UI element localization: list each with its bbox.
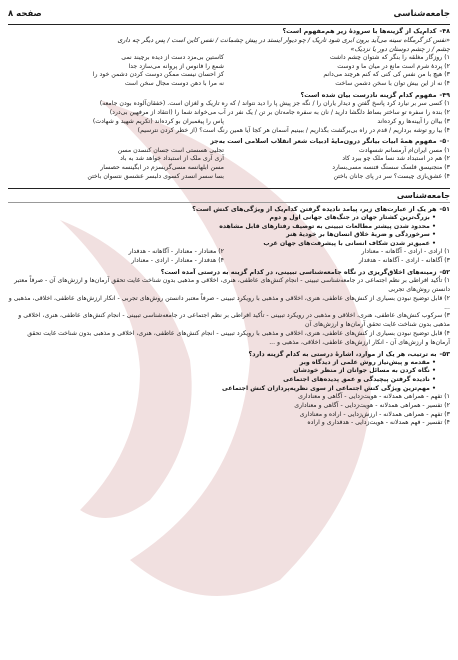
option-text: نه مرا با دهن دوست مجال سخن است — [124, 80, 224, 88]
question-number: ۵۰- — [439, 137, 450, 146]
option-text[interactable]: ۳) تفهم - همراهی همدلانه - ارزش‌زدایی - اراده و معناداری — [299, 410, 450, 418]
question-stem: زمینه‌های اخلاق‌گریزی در نگاه جامعه‌شناسی تبیینی، در کدام گزینه به درستی آمده است؟ — [160, 267, 437, 276]
option-text[interactable]: ۴) قابل توضیح نبودن بسیاری از کنش‌های عاطفی، هنری، اخلاقی و مذهبی با رویکرد تبیینی - انجام کنش‌های عاطفی، هنری، اخلاقی و مذهبی بدون شناخت غایت تحقق آرمان‌ها و ارزش‌های آن - انکار ارزش‌های عاطفی، اخلاقی، مذهبی و ... — [27, 329, 450, 346]
question-49 — [8, 91, 450, 135]
question-stem: به ترتیب، هر یک از موارد، اشارهٔ درستی به کدام گزینه دارد؟ — [248, 349, 437, 358]
statement-list — [8, 214, 436, 248]
option-text: شمع را فانوس از پروانه می‌سازد جدا — [128, 62, 224, 70]
option-text[interactable]: ۱) تأکید افراطی بر نظم اجتماعی در جامعه‌شناسی تبیینی - انجام کنش‌های عاطفی، هنری، اخلاقی و مذهبی بدون شناخت غایت تحقق آرمان‌ها و ارزش‌های آن - صرفاً معتبر دانستن روش‌های تجربی — [14, 277, 450, 293]
option-text[interactable]: ۲) تفسیر - همراهی همدلانه - هویت‌زدایی - آگاهی و معناداری — [294, 401, 450, 409]
statement: • نگاه کردن به مسائل جوانان از منظر خودشان — [8, 367, 436, 376]
statement: • سرخوردگی و ضربهٔ خلاق انسان‌ها بر خودیهٔ هنر — [8, 231, 436, 240]
option-text[interactable]: ۳) بیاان را آیینه‌ها رو کرده‌اند — [377, 117, 450, 125]
options — [8, 100, 450, 118]
question-50 — [8, 137, 450, 181]
statement: • نادیده گرفتن پیچیدگی و عمق پدیده‌های اجتماعی — [8, 376, 436, 385]
options — [8, 118, 450, 127]
option-text[interactable]: ۱) ارادی - ارادی - آگاهانه - معنادار — [361, 248, 450, 256]
option-text[interactable]: ۲) بنده را سفره تو ساختر بساط دلگشا دارید / نان به سفره جامه‌تان بر تن / یک نفر در آب می‌خواند شما را (انتقاد از مرفهین بی‌درد) — [109, 108, 450, 116]
question-53 — [8, 350, 450, 429]
quote-line: «نفس کز گرمگاه سینه می‌آید برون ابری شود تاریک / چو دیوار ایستد در پیش چشمانت / نفس کاین است / پس دیگر چه داری — [117, 36, 450, 45]
option-text[interactable]: ۱) کسی سر بر نیارد کرد پاسخ گفتن و دیدار یاران را / نگه جز پیش پا را دید نتواند / که ره تاریک و لغزان است. (خفقان‌آلوده بودن جامعه) — [99, 100, 450, 108]
question-number: ۴۸- — [439, 27, 450, 35]
statement: • عمیق‌تر شدن شکاف انسانی با پیشرفت‌های جهان غرب — [8, 240, 436, 249]
question-number: ۵۳- — [439, 349, 450, 358]
option-text: مسن ابلهانسه مسی‌گریسزم در ابگینسه حصسار — [100, 164, 224, 172]
question-number: ۵۲- — [439, 267, 450, 276]
option-text[interactable]: ۴) عشق‌بازی چیست؟ سر در پای جانان باختن — [333, 172, 450, 180]
option-text: کاستین بی‌مزد دست از دیده برچیند نمی — [121, 53, 224, 61]
question-stem: مفهوم کدام گزینه نادرست بیان شده است؟ — [300, 90, 437, 99]
page-header — [8, 4, 450, 25]
option-text[interactable]: ۱) تفهم - همراهی همدلانه - هویت‌زدایی - آگاهی و معناداری — [298, 393, 450, 401]
options — [8, 127, 450, 136]
options — [8, 277, 450, 347]
options — [8, 54, 450, 89]
option-text[interactable]: ۲) هم در استبداد شد نسا ملک چو ببرد کاد — [342, 155, 450, 163]
option-text[interactable]: ۲) معنادار - معنادار - آگاهانه - هدفدار — [128, 248, 224, 256]
statement: • مهم‌ترین ویژگی کنش اجتماعی از سوی نظریه‌پردازان کنش اجتماعی — [8, 385, 436, 394]
question-number: ۴۹- — [439, 90, 450, 99]
option-text[interactable]: ۴) بیا رو توشه برداریم / قدم در راه بی‌برگشت بگذاریم / ببینیم آسمان هر کجا آیا همین رنگ است؟ (از خطر کردن نترسیم) — [137, 126, 450, 134]
statement: • محدود شدن پیشتر مطالعات تبیینی به توصیف رفتارهای قابل مشاهده — [8, 223, 436, 232]
question-stem: کدام‌یک از گزینه‌ها با سرودهٔ زیر هم‌مفهوم است؟ — [282, 27, 437, 35]
option-text[interactable]: ۳) سرکوب کنش‌های عاطفی، هنری، اخلاقی و مذهبی در رویکرد تبیینی - تأکید افراطی بر نظم اجتماعی در جامعه‌شناسی تبیینی - انجام کنش‌های عاطفی، هنری، اخلاقی و مذهبی بدون شناخت غایت تحقق آرمان‌ها و ارزش‌های آن — [18, 312, 450, 329]
option-text: آری آری ملک از استبداد خواهد شد به باد — [120, 155, 224, 163]
option-text[interactable]: ۱) روزگار مغلقه را بنگر که شتوان چشم داشت — [329, 53, 450, 61]
question-number: ۵۱- — [439, 204, 450, 213]
options — [8, 147, 450, 182]
option-text[interactable]: ۳) هیچ با من نفس کی کنی که کنم هرچند می‌دانم — [323, 71, 450, 79]
question-48 — [8, 27, 450, 89]
option-text: پاس را پیغمبران بو کرده‌اند (تکریم شهید و شهادت) — [92, 117, 224, 125]
option-text: کز احسان نیست ممکن دوست کردن دشمن خود را — [92, 71, 224, 79]
page-number: صفحه ۸ — [8, 9, 42, 19]
options — [8, 248, 450, 266]
option-text[interactable]: ۴) هدفدار - معنادار - ارادی - معنادار — [131, 257, 224, 265]
statement: • بزرگ‌ترین کشتار جهان در جنگ‌های جهانی اول و دوم — [8, 214, 436, 223]
question-52 — [8, 268, 450, 348]
option-text[interactable]: ۲) قابل توضیح نبودن بسیاری از کنش‌های عاطفی، هنری، اخلاقی و مذهبی با رویکرد تبیینی - صرفاً معتبر دانستن روش‌های تجربی - انکار ارزش‌های عاطفی، اخلاقی، مذهبی و ... — [8, 294, 450, 311]
options — [8, 393, 450, 428]
question-stem: مفهوم همهٔ ابیات بیانگر درون‌مایهٔ ادبیات شعر انقلاب اسلامی است به‌جز — [210, 137, 437, 146]
option-text: تجلیی هسستی است جسان کنسدن مسن — [117, 146, 224, 154]
option-text[interactable]: ۴) تفسیر - فهم همدلانه - هویت‌زدایی - هدفداری و اراده — [307, 419, 450, 427]
document-page — [8, 4, 450, 656]
subject-title: جامعه‌شناسی — [393, 9, 450, 19]
option-text[interactable]: ۱) مسن ایران‌ام آرمسانم شسهادت — [358, 146, 450, 154]
quote-line: چشم / ز چشم دوستان دور یا نزدیک» — [350, 45, 450, 53]
option-text: بسا سسر انسدر کسوی دلبسر عشسق نتسوان باختن — [87, 172, 224, 180]
option-text[interactable]: ۳) منجنیسق فلسک سسنگ فتنسه مسی‌بسارد — [332, 164, 450, 172]
question-51 — [8, 205, 450, 266]
option-text[interactable]: ۴) نه از این بیش توان با سخن دشمن ساخت — [335, 80, 450, 88]
statement: • مقدمه و پیش‌نیاز روش علمی از دیدگاه وبر — [8, 359, 436, 368]
question-stem: هر یک از عبارت‌های زیر، پیامد نادیده گرفتن کدام‌یک از ویژگی‌های کنش است؟ — [192, 204, 437, 213]
statement-list — [8, 359, 436, 393]
section-title: جامعه‌شناسی — [8, 188, 450, 203]
option-text[interactable]: ۳) آگاهانه - ارادی - آگاهانه - هدفدار — [358, 257, 450, 265]
option-text[interactable]: ۲) پردهٔ شرم است مانع در میان ما و دوست — [337, 62, 450, 70]
